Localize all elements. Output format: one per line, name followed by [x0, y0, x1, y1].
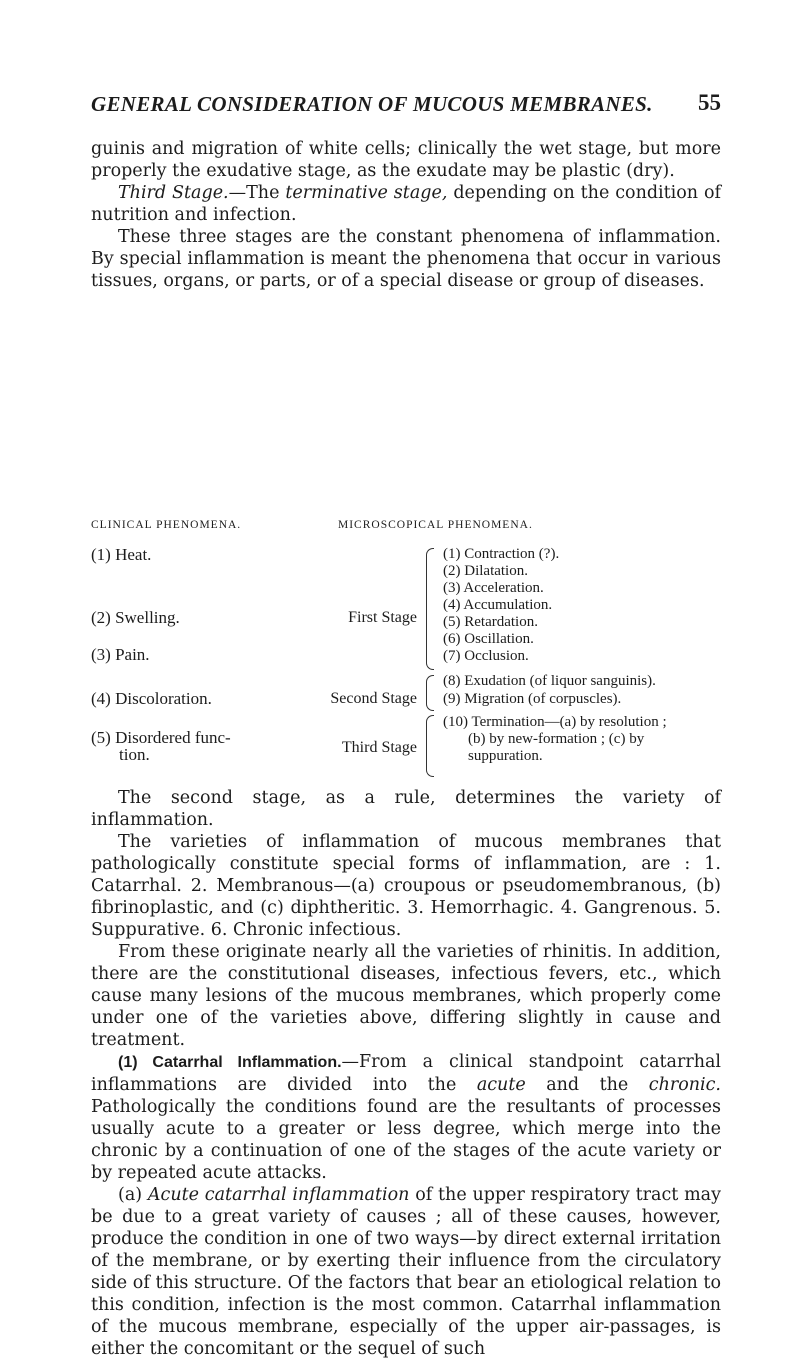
paragraph [91, 1051, 721, 1184]
micro-item: (4) Accumulation. [443, 597, 553, 613]
clinical-item: (3) Pain. [91, 645, 150, 664]
micro-item: (5) Retardation. [443, 614, 538, 630]
chronic-term: chronic. [648, 1075, 721, 1095]
micro-item: (10) Termination—(a) by resolution ; [443, 714, 667, 730]
clinical-item: (1) Heat. [91, 545, 152, 564]
clinical-item: (4) Discoloration. [91, 689, 212, 708]
body-text [91, 787, 721, 1360]
micro-item: (3) Acceleration. [443, 580, 544, 596]
terminative-stage-term: terminative stage, [285, 183, 448, 203]
paragraph: From these originate nearly all the varieties of rhinitis. In addition, there are the constitutional diseases, infectious fevers, etc., which cause many lesions of the mucous membranes, which properly come under one of the varieties above, differing slightly in cause and treatment. [91, 942, 721, 1050]
paragraph: guinis and migration of white cells; clinically the wet stage, but more properly the exudative stage, as the exudate may be plastic (dry). [91, 139, 721, 181]
paragraph [91, 182, 721, 226]
micro-item: (9) Migration (of corpuscles). [443, 691, 622, 707]
clinical-item: (2) Swelling. [91, 608, 180, 627]
first-stage-label: First Stage [348, 609, 417, 626]
third-stage-label: Third Stage. [118, 183, 229, 203]
micro-item: (1) Contraction (?). [443, 546, 560, 562]
text-run: and the [525, 1075, 649, 1095]
text-run: of the upper respiratory tract may be due to a great variety of causes ; all of these causes, however, produce the condition in one of two ways—by direct external irritation of the membrane, or by exerting their influence from the circulatory side of this structure. Of the factors that bear an etiological relation to this condition, infection is the most common. Catarrhal inflammation of the mucous membrane, especially of the upper air-passages, is either the concomitant or the sequel of such [91, 1185, 721, 1359]
micro-item: (8) Exudation (of liquor sanguinis). [443, 673, 656, 689]
text-run: (a) [118, 1185, 148, 1205]
third-stage-brace [426, 715, 434, 777]
text-run: —The [228, 183, 286, 203]
micro-item: (6) Oscillation. [443, 631, 534, 647]
running-head: GENERAL CONSIDERATION OF MUCOUS MEMBRANES. [91, 92, 653, 116]
paragraph: These three stages are the constant phenomena of inflammation. By special inflammation is meant the phenomena that occur in various tissues, organs, or parts, or of a special disease or group of diseases. [91, 227, 721, 291]
intro-text [91, 138, 721, 292]
paragraph [91, 1184, 721, 1360]
micro-item: suppuration. [468, 748, 543, 764]
page-number: 55 [698, 90, 721, 115]
text-run: —From a clinical standpoint catarrhal inflammations are divided into the [91, 1052, 721, 1095]
page-header [91, 92, 721, 122]
second-stage-brace [426, 675, 434, 711]
text-run: depending on the condition of nutrition and infection. [91, 183, 722, 225]
micro-item: (b) by new-formation ; (c) by [468, 731, 645, 747]
acute-term: acute [476, 1075, 526, 1095]
third-stage-label: Third Stage [341, 739, 417, 756]
clinical-header: CLINICAL PHENOMENA. [91, 519, 242, 531]
paragraph: The varieties of inflammation of mucous membranes that pathologically constitute special forms of inflammation, are : 1. Catarrhal. 2. Membranous—(a) croupous or pseudomembranous, (b) fibrinoplastic, and (c) diphtheritic. 3. Hemorrhagic. 4. Gangrenous. 5. Suppurative. 6. Chronic infectious. [91, 832, 721, 940]
micro-item: (2) Dilatation. [443, 563, 528, 579]
micro-item: (7) Occlusion. [443, 648, 529, 664]
acute-catarrhal-term: Acute catarrhal inflammation [147, 1185, 410, 1205]
first-stage-brace [426, 548, 434, 670]
second-stage-label: Second Stage [330, 690, 417, 707]
clinical-item: tion. [119, 745, 150, 764]
text-run: Pathologically the conditions found are the resultants of processes usually acute to a greater or less degree, which merge into the chronic by a continuation of one of the stages of the acute variety or by repeated acute attacks. [91, 1097, 721, 1183]
paragraph: The second stage, as a rule, determines the variety of inflammation. [91, 788, 721, 830]
microscopical-header: MICROSCOPICAL PHENOMENA. [338, 519, 533, 531]
clinical-item: (5) Disordered func- [91, 728, 231, 747]
catarrhal-heading: (1) Catarrhal Inflammation. [118, 1054, 342, 1071]
